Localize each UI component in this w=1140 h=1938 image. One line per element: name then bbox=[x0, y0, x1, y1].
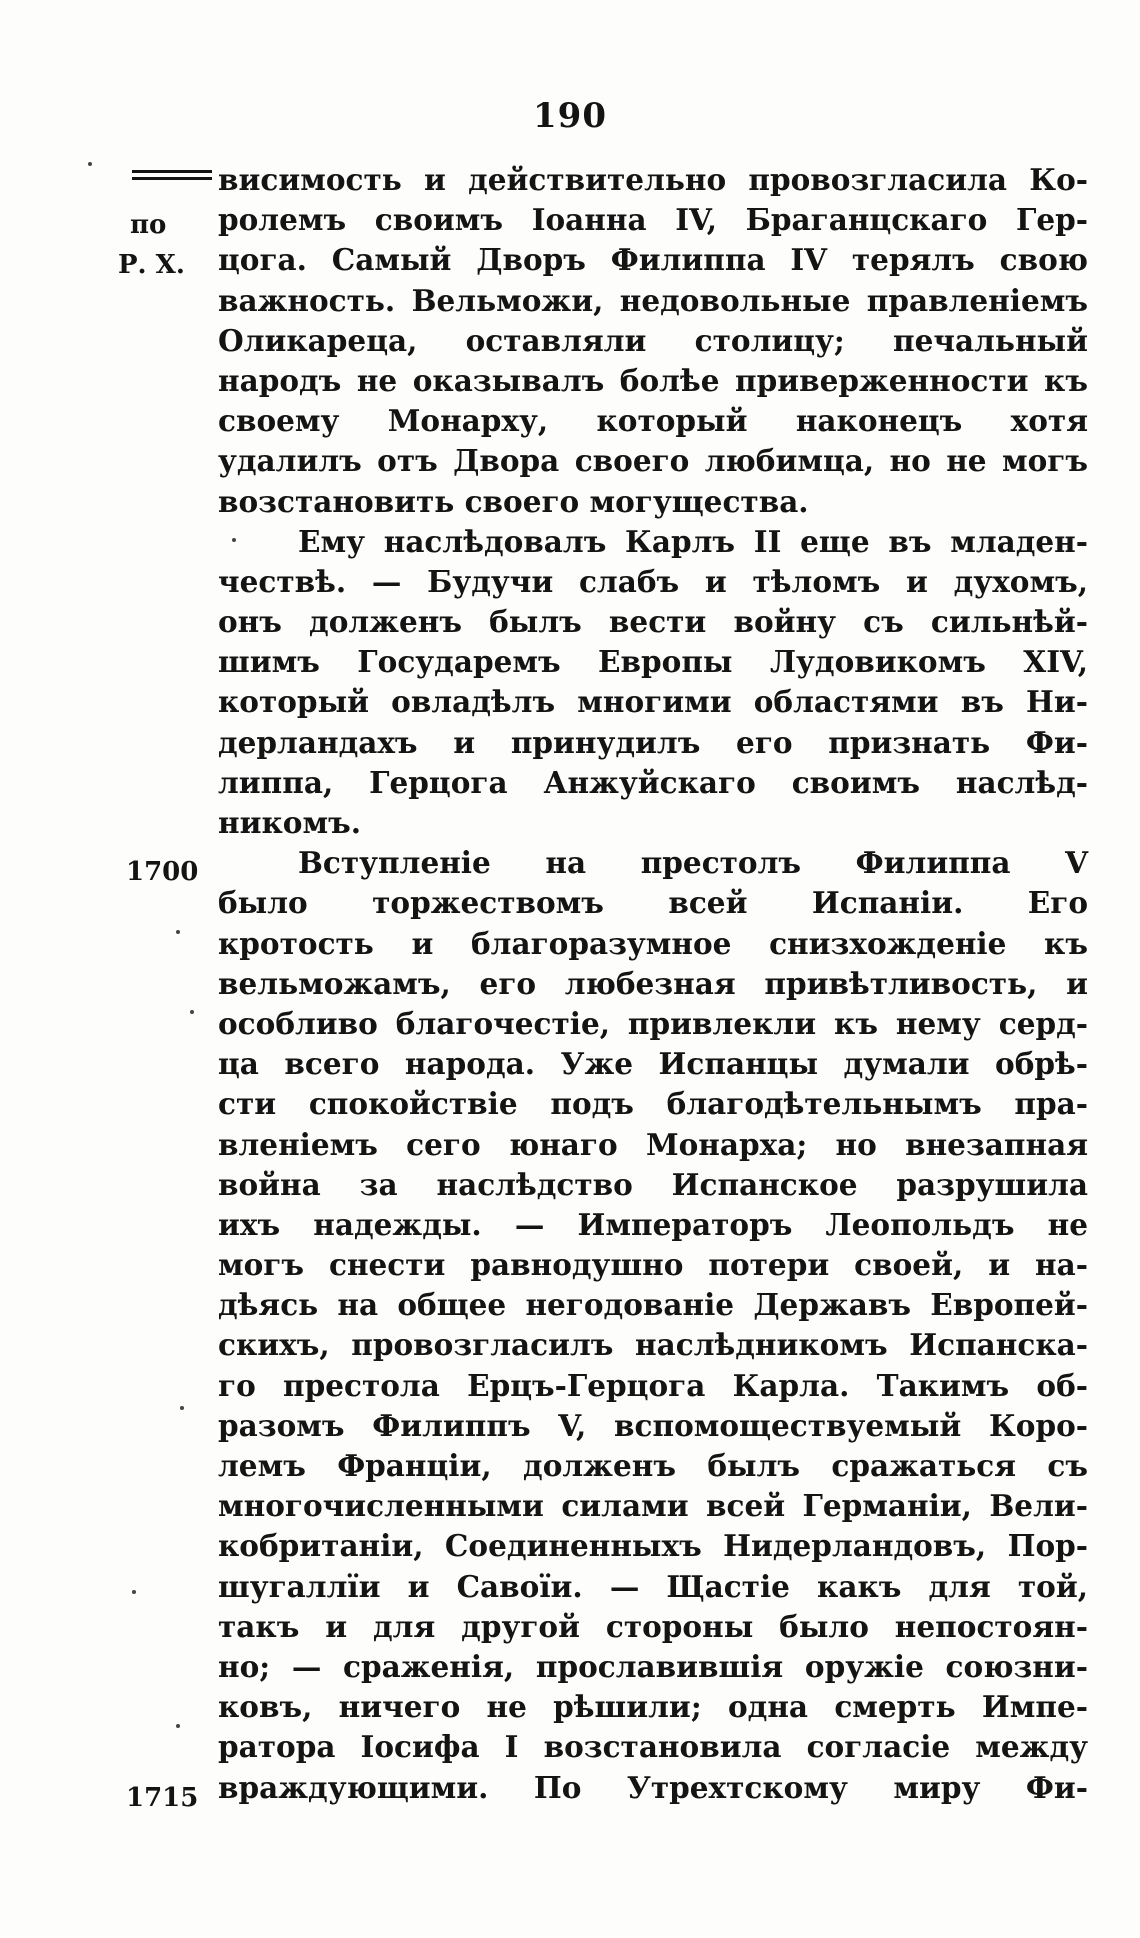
text-line: ца всего народа. Уже Испанцы думали обрѣ- bbox=[218, 1046, 1088, 1082]
margin-note-rx: Р. Х. bbox=[118, 250, 185, 280]
margin-rule-mark bbox=[132, 170, 212, 184]
text-line: шимъ Государемъ Европы Лудовикомъ XIV, bbox=[218, 644, 1088, 680]
text-line: народъ не оказывалъ болѣе приверженности къ bbox=[218, 362, 1088, 398]
margin-year-1715: 1715 bbox=[126, 1783, 199, 1813]
margin-note-po: по bbox=[130, 210, 167, 240]
text-line: возстановить своего могущества. bbox=[218, 483, 809, 519]
print-speck bbox=[132, 1590, 136, 1594]
text-line: Ему наслѣдовалъ Карлъ II еще въ младен- bbox=[298, 523, 1088, 559]
text-line: чествѣ. — Будучи слабъ и тѣломъ и духомъ, bbox=[218, 563, 1088, 599]
text-line: Вступленіе на престолъ Филиппа V bbox=[298, 845, 1088, 881]
text-line: разомъ Филиппъ V, вспомоществуемый Коро- bbox=[218, 1407, 1088, 1443]
text-line: удалилъ отъ Двора своего любимца, но не могъ bbox=[218, 443, 1088, 479]
print-speck bbox=[190, 1010, 194, 1014]
page-number: 190 bbox=[533, 96, 607, 136]
text-line: лемъ Франціи, долженъ былъ сражаться съ bbox=[218, 1448, 1088, 1483]
text-line: онъ долженъ былъ вести войну съ сильнѣй- bbox=[218, 604, 1088, 640]
text-line: ковъ, ничего не рѣшили; одна смерть Импе- bbox=[218, 1689, 1088, 1725]
text-line: важность. Вельможи, недовольные правленіемъ bbox=[218, 282, 1088, 318]
text-line: вельможамъ, его любезная привѣтливость, и bbox=[218, 965, 1088, 1001]
text-line: ролемъ своимъ Іоанна IV, Браганцскаго Гер- bbox=[218, 202, 1088, 238]
text-line: такъ и для другой стороны было непостоян- bbox=[218, 1608, 1088, 1644]
text-line: скихъ, провозгласилъ наслѣдникомъ Испанска- bbox=[218, 1327, 1088, 1363]
print-speck bbox=[176, 1724, 180, 1728]
text-line: своему Монарху, который наконецъ хотя bbox=[218, 403, 1088, 439]
text-line: ихъ надежды. — Императоръ Леопольдъ не bbox=[218, 1206, 1088, 1242]
text-line: дѣясь на общее негодованіе Державъ Европей- bbox=[218, 1287, 1088, 1323]
text-line: могъ снести равнодушно потери своей, и на- bbox=[218, 1247, 1088, 1283]
text-line: кротость и благоразумное снизхожденіе къ bbox=[218, 925, 1088, 961]
text-line: который овладѣлъ многими областями въ Ни- bbox=[218, 684, 1088, 720]
text-line: вленіемъ сего юнаго Монарха; но внезапная bbox=[218, 1126, 1088, 1162]
text-line: сти спокойствіе подъ благодѣтельнымъ пра- bbox=[218, 1086, 1088, 1122]
text-line: особливо благочестіе, привлекли къ нему серд- bbox=[218, 1005, 1088, 1041]
text-line: го престола Ерцъ-Герцога Карла. Такимъ об- bbox=[218, 1367, 1088, 1403]
text-line: липпа, Герцога Анжуйскаго своимъ наслѣд- bbox=[218, 764, 1088, 800]
text-line: враждующими. По Утрехтскому миру Фи- bbox=[218, 1769, 1088, 1805]
margin-year-1700: 1700 bbox=[126, 857, 199, 887]
print-speck bbox=[88, 162, 92, 166]
text-line: было торжествомъ всей Испаніи. Его bbox=[218, 885, 1088, 921]
text-line: но; — сраженія, прославившія оружіе союзни- bbox=[218, 1648, 1088, 1684]
body-text bbox=[218, 160, 1088, 1808]
print-speck bbox=[180, 1406, 184, 1410]
text-line: многочисленными силами всей Германіи, Вели- bbox=[218, 1488, 1088, 1524]
text-line: шугаллїи и Савоїи. — Щастіе какъ для той, bbox=[218, 1568, 1088, 1604]
text-line: кобританіи, Соединенныхъ Нидерландовъ, Пор- bbox=[218, 1528, 1088, 1564]
text-line: война за наслѣдство Испанское разрушила bbox=[218, 1166, 1088, 1202]
text-line: висимость и действительно провозгласила Ко- bbox=[218, 162, 1088, 197]
text-line: ратора Іосифа I возстановила согласіе между bbox=[218, 1729, 1088, 1765]
print-speck bbox=[176, 930, 180, 934]
text-line: дерландахъ и принудилъ его признать Фи- bbox=[218, 724, 1088, 760]
text-line: Оликареца, оставляли столицу; печальный bbox=[218, 322, 1088, 358]
text-line: цога. Самый Дворъ Филиппа IV терялъ свою bbox=[218, 242, 1088, 278]
text-line: никомъ. bbox=[218, 805, 361, 840]
